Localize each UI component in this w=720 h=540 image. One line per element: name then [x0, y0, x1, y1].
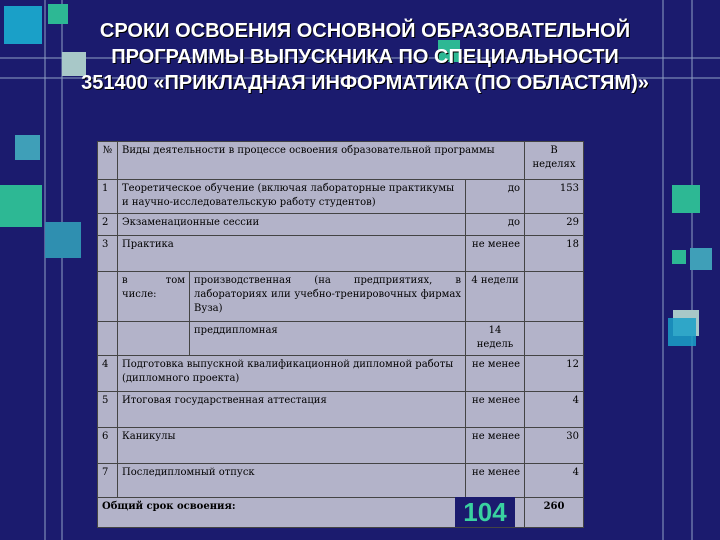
row-weeks: 4	[525, 392, 584, 428]
row-activity: Итоговая государственная аттестация	[118, 392, 466, 428]
table-header-row	[98, 142, 584, 180]
deco-square-6	[45, 222, 81, 258]
slide-title	[40, 18, 690, 96]
row-num: 5	[98, 392, 118, 428]
row-num: 1	[98, 180, 118, 214]
row-qualifier: не менее	[466, 464, 525, 498]
row-prefix: в том числе:	[118, 272, 190, 322]
row-activity: Экзаменационные сессии	[118, 214, 466, 236]
row-qualifier: не менее	[466, 392, 525, 428]
header-weeks: В неделях	[525, 142, 584, 180]
row-num: 2	[98, 214, 118, 236]
title-line-2: ПРОГРАММЫ ВЫПУСКНИКА ПО СПЕЦИАЛЬНОСТИ	[111, 46, 619, 68]
row-qualifier: 4 недели	[466, 272, 525, 322]
row-qualifier: не менее	[466, 428, 525, 464]
row-weeks: 12	[525, 356, 584, 392]
row-weeks: 30	[525, 428, 584, 464]
table-row	[98, 214, 584, 236]
deco-square-4	[15, 135, 40, 160]
row-num: 7	[98, 464, 118, 498]
header-activity: Виды деятельности в процессе освоения образовательной программы	[118, 142, 525, 180]
total-label: Общий срок освоения:	[98, 498, 466, 528]
deco-square-8	[672, 185, 700, 213]
row-num: 3	[98, 236, 118, 272]
row-weeks: 29	[525, 214, 584, 236]
table-row	[98, 236, 584, 272]
row-weeks: 153	[525, 180, 584, 214]
row-activity: Теоретическое обучение (включая лабораторные практикумы и научно-исследовательскую работу студентов)	[118, 180, 466, 214]
deco-square-12	[668, 318, 696, 346]
row-qualifier: не менее	[466, 356, 525, 392]
deco-square-5	[0, 185, 42, 227]
study-terms-table	[97, 141, 584, 528]
row-activity: преддипломная	[190, 322, 466, 356]
title-line-1: СРОКИ ОСВОЕНИЯ ОСНОВНОЙ ОБРАЗОВАТЕЛЬНОЙ	[99, 20, 631, 42]
table-row	[98, 180, 584, 214]
title-line-3: 351400 «ПРИКЛАДНАЯ ИНФОРМАТИКА (ПО ОБЛАСТЯМ)»	[81, 72, 649, 94]
row-num: 4	[98, 356, 118, 392]
total-weeks: 260	[525, 498, 584, 528]
table-row	[98, 272, 584, 322]
header-num: №	[98, 142, 118, 180]
table-row	[98, 356, 584, 392]
row-qualifier: не менее	[466, 236, 525, 272]
row-activity: Практика	[118, 236, 466, 272]
deco-square-9	[672, 250, 686, 264]
row-qualifier: до	[466, 180, 525, 214]
table-row	[98, 322, 584, 356]
row-activity: Последипломный отпуск	[118, 464, 466, 498]
row-qualifier: 14 недель	[466, 322, 525, 356]
total-overlay-number: 104	[455, 497, 515, 527]
row-activity: Каникулы	[118, 428, 466, 464]
row-num: 6	[98, 428, 118, 464]
row-qualifier: до	[466, 214, 525, 236]
row-weeks: 18	[525, 236, 584, 272]
deco-square-1	[4, 6, 42, 44]
table-row	[98, 392, 584, 428]
row-weeks: 4	[525, 464, 584, 498]
table-row	[98, 428, 584, 464]
table-row	[98, 464, 584, 498]
row-activity: производственная (на предприятиях, в лабораториях или учебно-тренировочных фирмах Вуза)	[190, 272, 466, 322]
deco-square-10	[690, 248, 712, 270]
row-activity: Подготовка выпускной квалификационной дипломной работы (дипломного проекта)	[118, 356, 466, 392]
